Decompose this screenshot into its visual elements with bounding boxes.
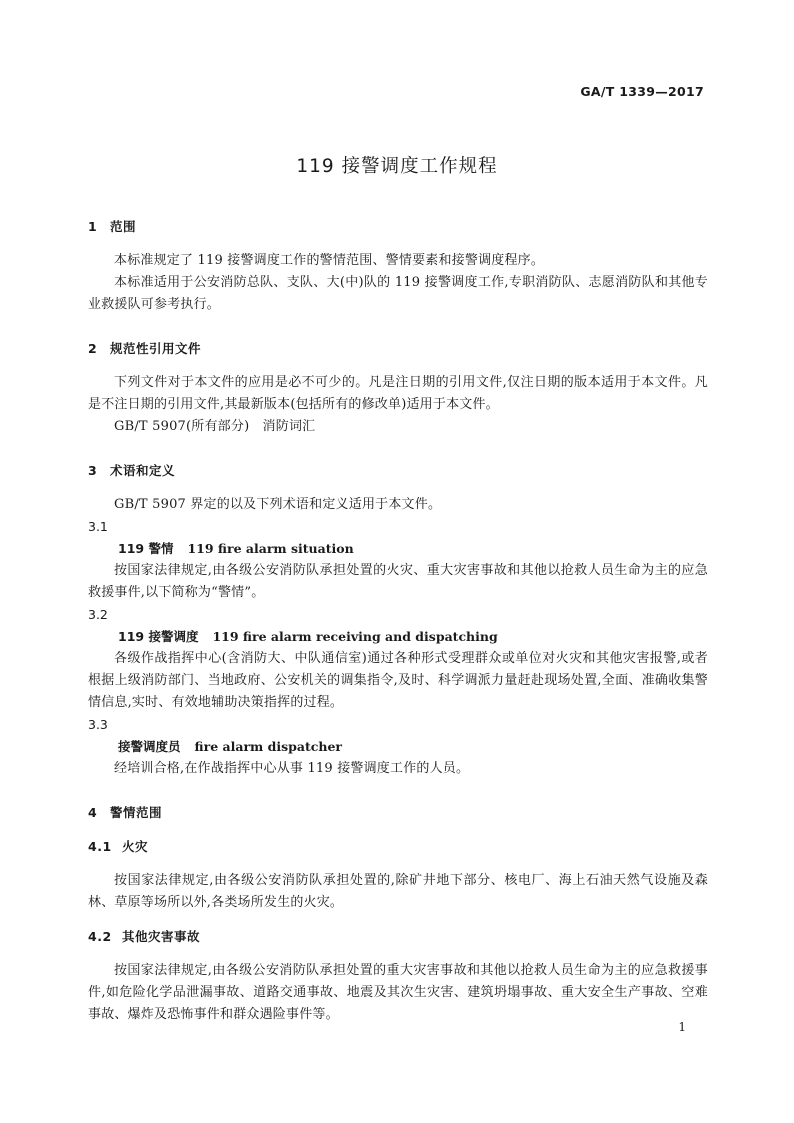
section-number: 4 bbox=[88, 805, 98, 820]
term-title bbox=[88, 626, 708, 648]
page-number: 1 bbox=[678, 1020, 686, 1034]
section-title: 范围 bbox=[110, 219, 137, 234]
paragraph: 下列文件对于本文件的应用是必不可少的。凡是注日期的引用文件,仅注日期的版本适用于本文件。凡是不注日期的引用文件,其最新版本(包括所有的修改单)适用于本文件。 bbox=[88, 375, 708, 412]
term-en: 119 fire alarm situation bbox=[187, 541, 354, 556]
standard-code: GA/T 1339—2017 bbox=[580, 84, 704, 99]
term-zh: 接警调度员 bbox=[118, 739, 181, 754]
section-number: 1 bbox=[88, 219, 98, 234]
paragraph: 本标准适用于公安消防总队、支队、大(中)队的 119 接警调度工作,专职消防队、志愿消防队和其他专业救援队可参考执行。 bbox=[88, 275, 708, 312]
term-zh: 119 接警调度 bbox=[118, 629, 199, 644]
subsection-title: 其他灾害事故 bbox=[122, 929, 201, 944]
term-number: 3.3 bbox=[88, 717, 108, 732]
subsection-number: 4.2 bbox=[88, 929, 112, 944]
term-title bbox=[88, 736, 708, 758]
section-number: 3 bbox=[88, 463, 98, 478]
term-number: 3.2 bbox=[88, 607, 108, 622]
reference-entry: GB/T 5907(所有部分) 消防词汇 bbox=[114, 419, 316, 434]
term-definition: 经培训合格,在作战指挥中心从事 119 接警调度工作的人员。 bbox=[114, 761, 470, 776]
paragraph: GB/T 5907 界定的以及下列术语和定义适用于本文件。 bbox=[114, 497, 442, 512]
document-body bbox=[88, 216, 708, 1026]
term-title bbox=[88, 538, 708, 560]
term-number: 3.1 bbox=[88, 519, 108, 534]
section-heading-3 bbox=[88, 460, 708, 482]
subsection-number: 4.1 bbox=[88, 839, 112, 854]
subsection-heading-4-1 bbox=[88, 836, 708, 858]
paragraph: 本标准规定了 119 接警调度工作的警情范围、警情要素和接警调度程序。 bbox=[114, 253, 545, 268]
subsection-heading-4-2 bbox=[88, 926, 708, 948]
subsection-title: 火灾 bbox=[122, 839, 149, 854]
section-heading-1 bbox=[88, 216, 708, 238]
section-title: 警情范围 bbox=[110, 805, 163, 820]
section-number: 2 bbox=[88, 341, 98, 356]
term-en: fire alarm dispatcher bbox=[194, 739, 342, 754]
section-title: 术语和定义 bbox=[110, 463, 176, 478]
paragraph: 按国家法律规定,由各级公安消防队承担处置的,除矿井地下部分、核电厂、海上石油天然气设施及森林、草原等场所以外,各类场所发生的火灾。 bbox=[88, 873, 708, 910]
term-en: 119 fire alarm receiving and dispatching bbox=[212, 629, 498, 644]
term-definition: 各级作战指挥中心(含消防大、中队通信室)通过各种形式受理群众或单位对火灾和其他灾害报警,或者根据上级消防部门、当地政府、公安机关的调集指令,及时、科学调派力量赶赴现场处置,全面、准确收集警情信息,实时、有效地辅助决策指挥的过程。 bbox=[88, 651, 708, 710]
paragraph: 按国家法律规定,由各级公安消防队承担处置的重大灾害事故和其他以抢救人员生命为主的应急救援事件,如危险化学品泄漏事故、道路交通事故、地震及其次生灾害、建筑坍塌事故、重大安全生产事故、空难事故、爆炸及恐怖事件和群众遇险事件等。 bbox=[88, 963, 708, 1022]
section-title: 规范性引用文件 bbox=[110, 341, 202, 356]
section-heading-2 bbox=[88, 338, 708, 360]
term-zh: 119 警情 bbox=[118, 541, 174, 556]
document-title: 119 接警调度工作规程 bbox=[296, 156, 498, 177]
section-heading-4 bbox=[88, 802, 708, 824]
term-definition: 按国家法律规定,由各级公安消防队承担处置的火灾、重大灾害事故和其他以抢救人员生命为主的应急救援事件,以下简称为“警情”。 bbox=[88, 563, 708, 600]
